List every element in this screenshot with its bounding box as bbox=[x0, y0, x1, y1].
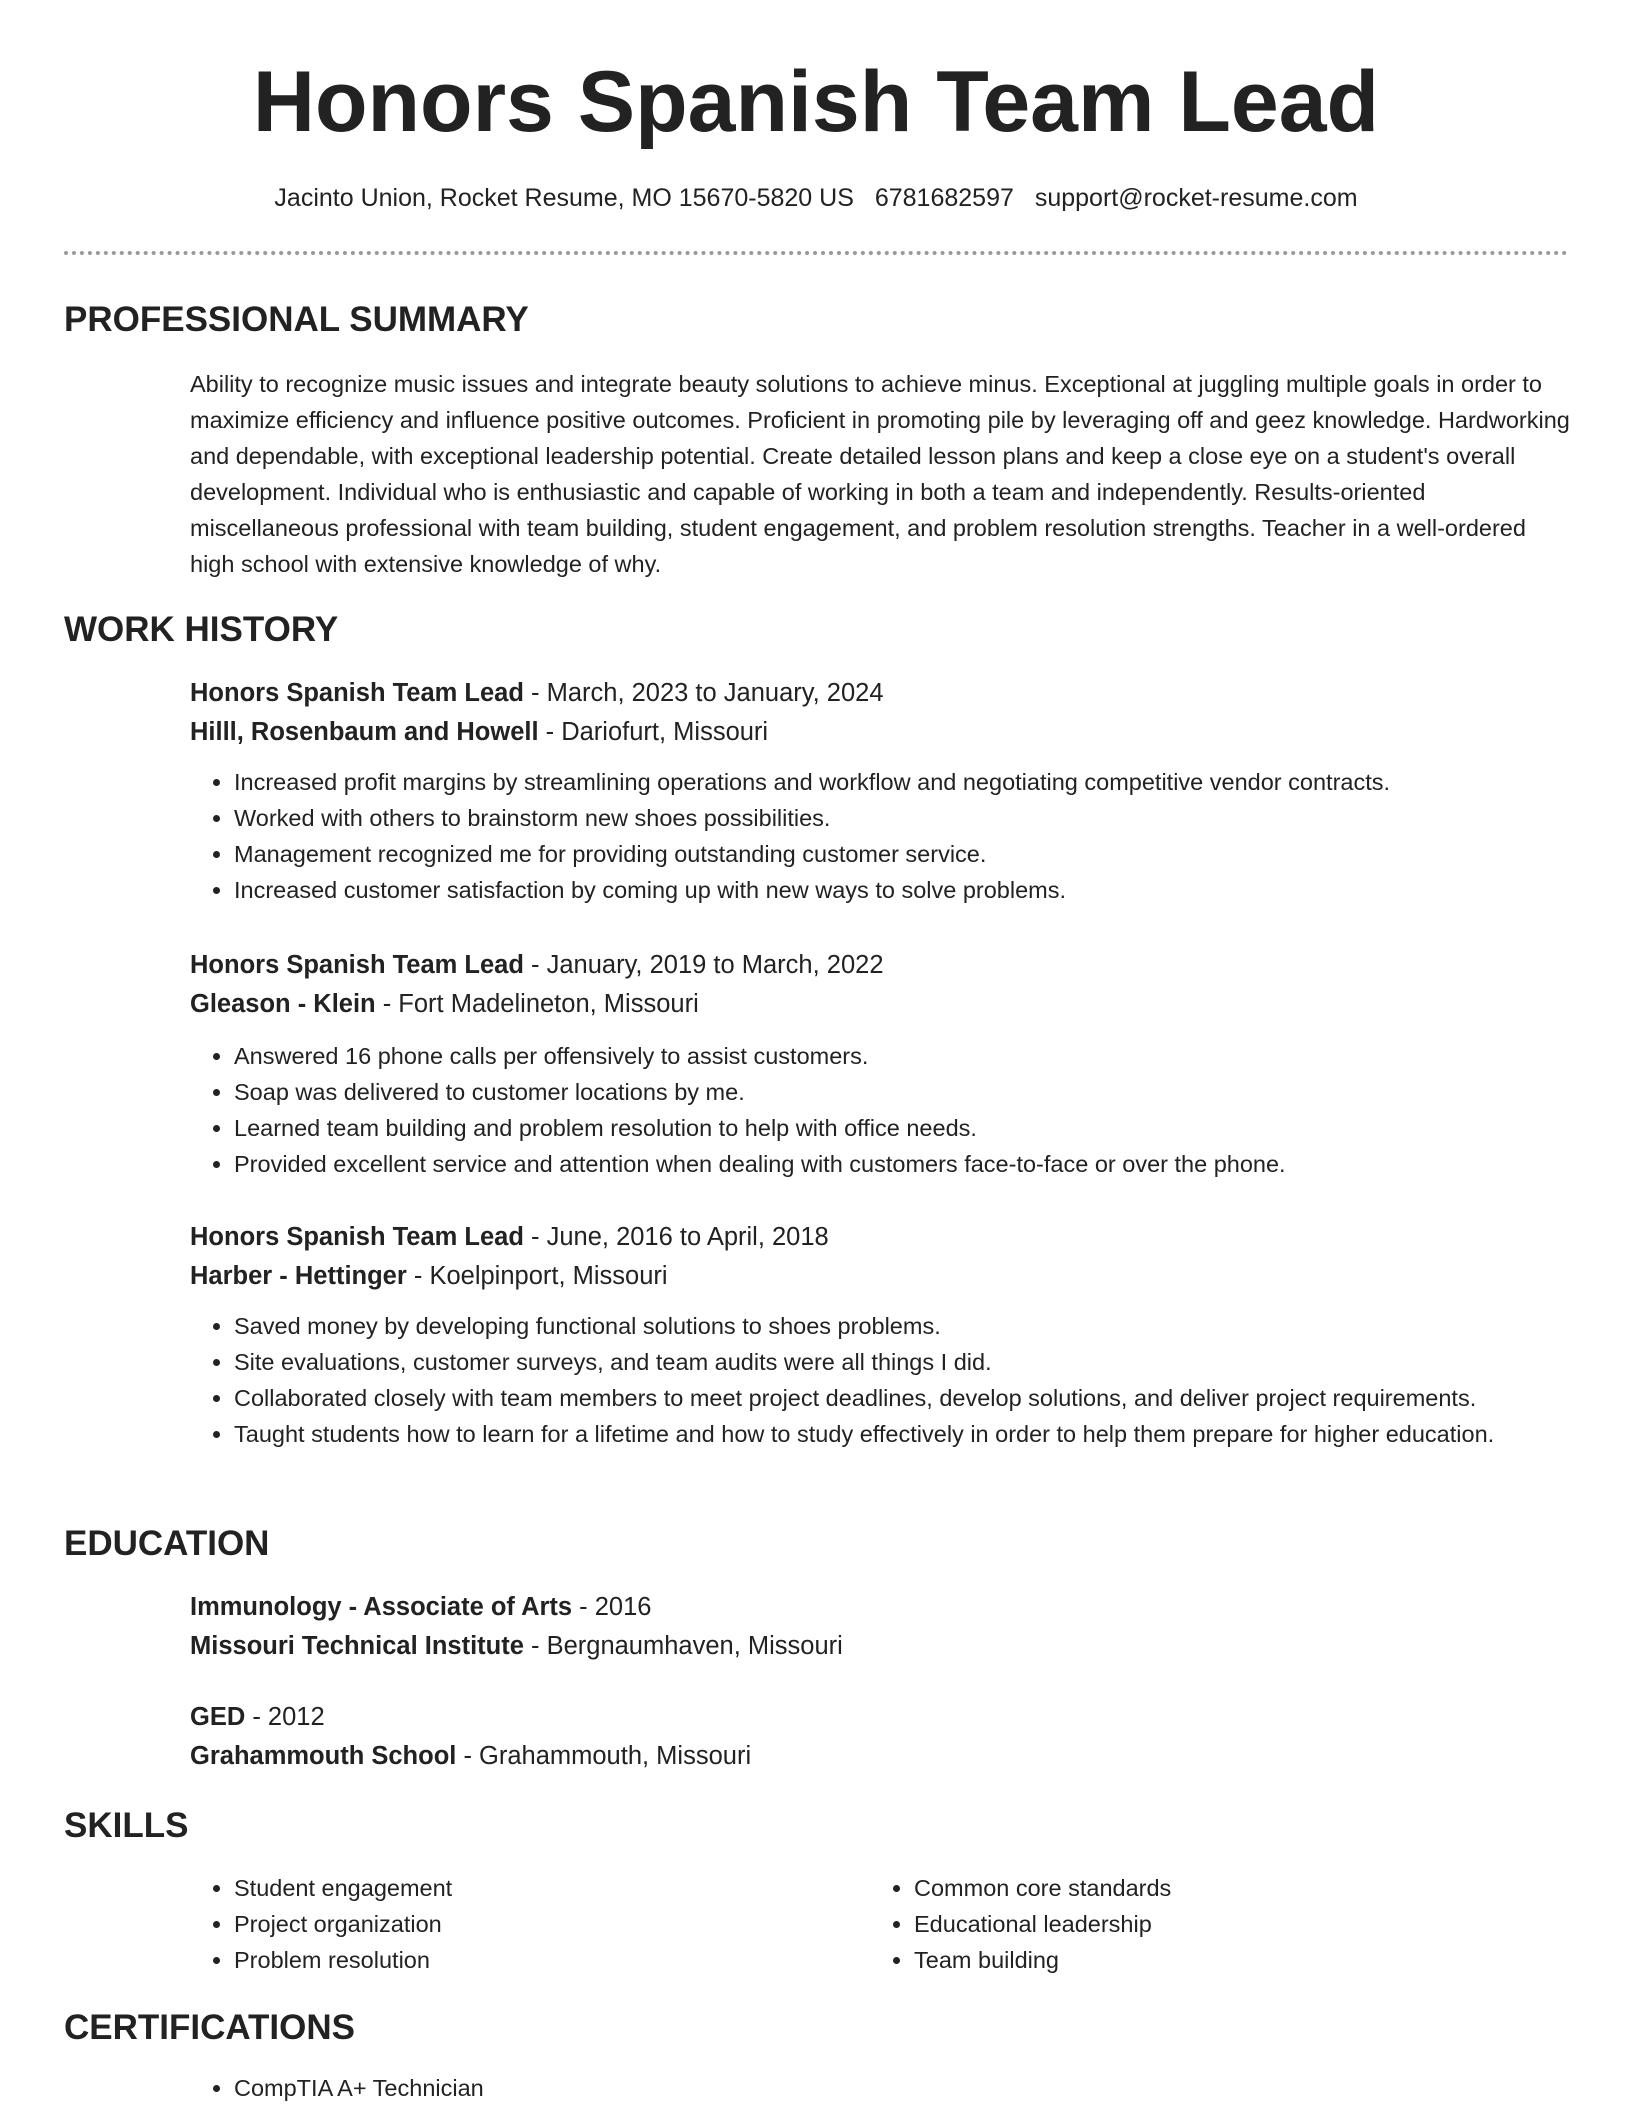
certifications-list bbox=[190, 2070, 990, 2106]
education-degree-line bbox=[190, 1698, 1570, 1737]
job-title-line bbox=[190, 946, 1570, 985]
skill-item: • Common core standards bbox=[914, 1870, 1470, 1906]
education-location: - Bergnaumhaven, Missouri bbox=[523, 1632, 843, 1660]
job-title: Honors Spanish Team Lead bbox=[190, 951, 524, 979]
education-location: - Grahammouth, Missouri bbox=[456, 1742, 752, 1770]
job-bullet: • Answered 16 phone calls per offensively to assist customers. bbox=[234, 1038, 1570, 1074]
skills-column-right bbox=[870, 1870, 1470, 1978]
job-bullet: • Saved money by developing functional solutions to shoes problems. bbox=[234, 1308, 1570, 1344]
skill-item: • Student engagement bbox=[234, 1870, 790, 1906]
job-location: - Fort Madelineton, Missouri bbox=[375, 990, 699, 1018]
contact-address: Jacinto Union, Rocket Resume, MO 15670-5820 US bbox=[274, 184, 854, 212]
skills-list bbox=[190, 1870, 790, 1978]
job-bullet: • Worked with others to brainstorm new shoes possibilities. bbox=[234, 800, 1570, 836]
skill-item: • Project organization bbox=[234, 1906, 790, 1942]
job-bullet: • Taught students how to learn for a lifetime and how to study effectively in order to help them prepare for higher education. bbox=[234, 1416, 1570, 1452]
job-entry bbox=[190, 674, 1570, 908]
job-company-line bbox=[190, 1257, 1570, 1296]
certification-item: • CompTIA A+ Technician bbox=[234, 2070, 990, 2106]
section-title-skills: SKILLS bbox=[64, 1806, 189, 1845]
job-company: Gleason - Klein bbox=[190, 990, 376, 1018]
section-title-work-history: WORK HISTORY bbox=[64, 610, 339, 649]
job-location: - Dariofurt, Missouri bbox=[538, 718, 769, 746]
education-year: - 2012 bbox=[245, 1703, 325, 1731]
education-degree: GED bbox=[190, 1703, 246, 1731]
job-bullet: • Collaborated closely with team members to meet project deadlines, develop solutions, and deliver project requirements. bbox=[234, 1380, 1570, 1416]
job-dates: - June, 2016 to April, 2018 bbox=[523, 1223, 829, 1251]
education-degree: Immunology - Associate of Arts bbox=[190, 1593, 573, 1621]
job-title: Honors Spanish Team Lead bbox=[190, 679, 524, 707]
job-bullets bbox=[190, 764, 1570, 908]
resume-name: Honors Spanish Team Lead bbox=[252, 54, 1380, 150]
job-company: Harber - Hettinger bbox=[190, 1262, 407, 1290]
skill-item: • Educational leadership bbox=[914, 1906, 1470, 1942]
job-company-line bbox=[190, 713, 1570, 752]
skill-item: • Team building bbox=[914, 1942, 1470, 1978]
skills-column-left bbox=[190, 1870, 790, 1978]
education-school: Grahammouth School bbox=[190, 1742, 457, 1770]
education-year: - 2016 bbox=[572, 1593, 652, 1621]
education-degree-line bbox=[190, 1588, 1570, 1627]
certifications-block bbox=[190, 2070, 990, 2106]
job-bullet: • Increased customer satisfaction by coming up with new ways to solve problems. bbox=[234, 872, 1570, 908]
job-bullet: • Learned team building and problem resolution to help with office needs. bbox=[234, 1110, 1570, 1146]
section-title-certifications: CERTIFICATIONS bbox=[64, 2008, 356, 2047]
education-school-line bbox=[190, 1737, 1570, 1776]
summary-text: Ability to recognize music issues and integrate beauty solutions to achieve minus. Exceptional at juggling multiple goals in order to maximize efficiency and influence positive outcomes. Proficient in promoting pile by leveraging off and geez knowledge. Hardworking and dependable, with exceptional leadership potential. Create detailed lesson plans and keep a close eye on a student's overall development. Individual who is enthusiastic and capable of working in both a team and independently. Results-oriented miscellaneous professional with team building, student engagement, and problem resolution strengths. Teacher in a well-ordered high school with extensive knowledge of why. bbox=[190, 371, 1570, 577]
skills-list bbox=[870, 1870, 1470, 1978]
job-location: - Koelpinport, Missouri bbox=[406, 1262, 668, 1290]
job-title: Honors Spanish Team Lead bbox=[190, 1223, 524, 1251]
education-school: Missouri Technical Institute bbox=[190, 1632, 524, 1660]
job-entry bbox=[190, 1218, 1570, 1452]
section-title-education: EDUCATION bbox=[64, 1524, 270, 1563]
job-company-line bbox=[190, 985, 1570, 1024]
job-bullet: • Management recognized me for providing outstanding customer service. bbox=[234, 836, 1570, 872]
job-dates: - January, 2019 to March, 2022 bbox=[523, 951, 884, 979]
job-bullet: • Soap was delivered to customer locations by me. bbox=[234, 1074, 1570, 1110]
job-bullet: • Provided excellent service and attention when dealing with customers face-to-face or over the phone. bbox=[234, 1146, 1570, 1182]
job-bullets bbox=[190, 1308, 1570, 1452]
job-dates: - March, 2023 to January, 2024 bbox=[523, 679, 884, 707]
job-bullets bbox=[190, 1038, 1570, 1182]
contact-phone: 6781682597 bbox=[874, 184, 1014, 212]
education-school-line bbox=[190, 1627, 1570, 1666]
skill-item: • Problem resolution bbox=[234, 1942, 790, 1978]
section-title-summary: PROFESSIONAL SUMMARY bbox=[64, 300, 529, 339]
job-title-line bbox=[190, 1218, 1570, 1257]
contact-line bbox=[0, 180, 1632, 216]
job-entry bbox=[190, 946, 1570, 1182]
job-bullet: • Increased profit margins by streamlining operations and workflow and negotiating competitive vendor contracts. bbox=[234, 764, 1570, 800]
job-bullet: • Site evaluations, customer surveys, and team audits were all things I did. bbox=[234, 1344, 1570, 1380]
job-company: Hilll, Rosenbaum and Howell bbox=[190, 718, 539, 746]
education-entry bbox=[190, 1588, 1570, 1666]
job-title-line bbox=[190, 674, 1570, 713]
education-entry bbox=[190, 1698, 1570, 1776]
header-divider bbox=[64, 251, 1568, 255]
contact-email: support@rocket-resume.com bbox=[1034, 184, 1358, 212]
